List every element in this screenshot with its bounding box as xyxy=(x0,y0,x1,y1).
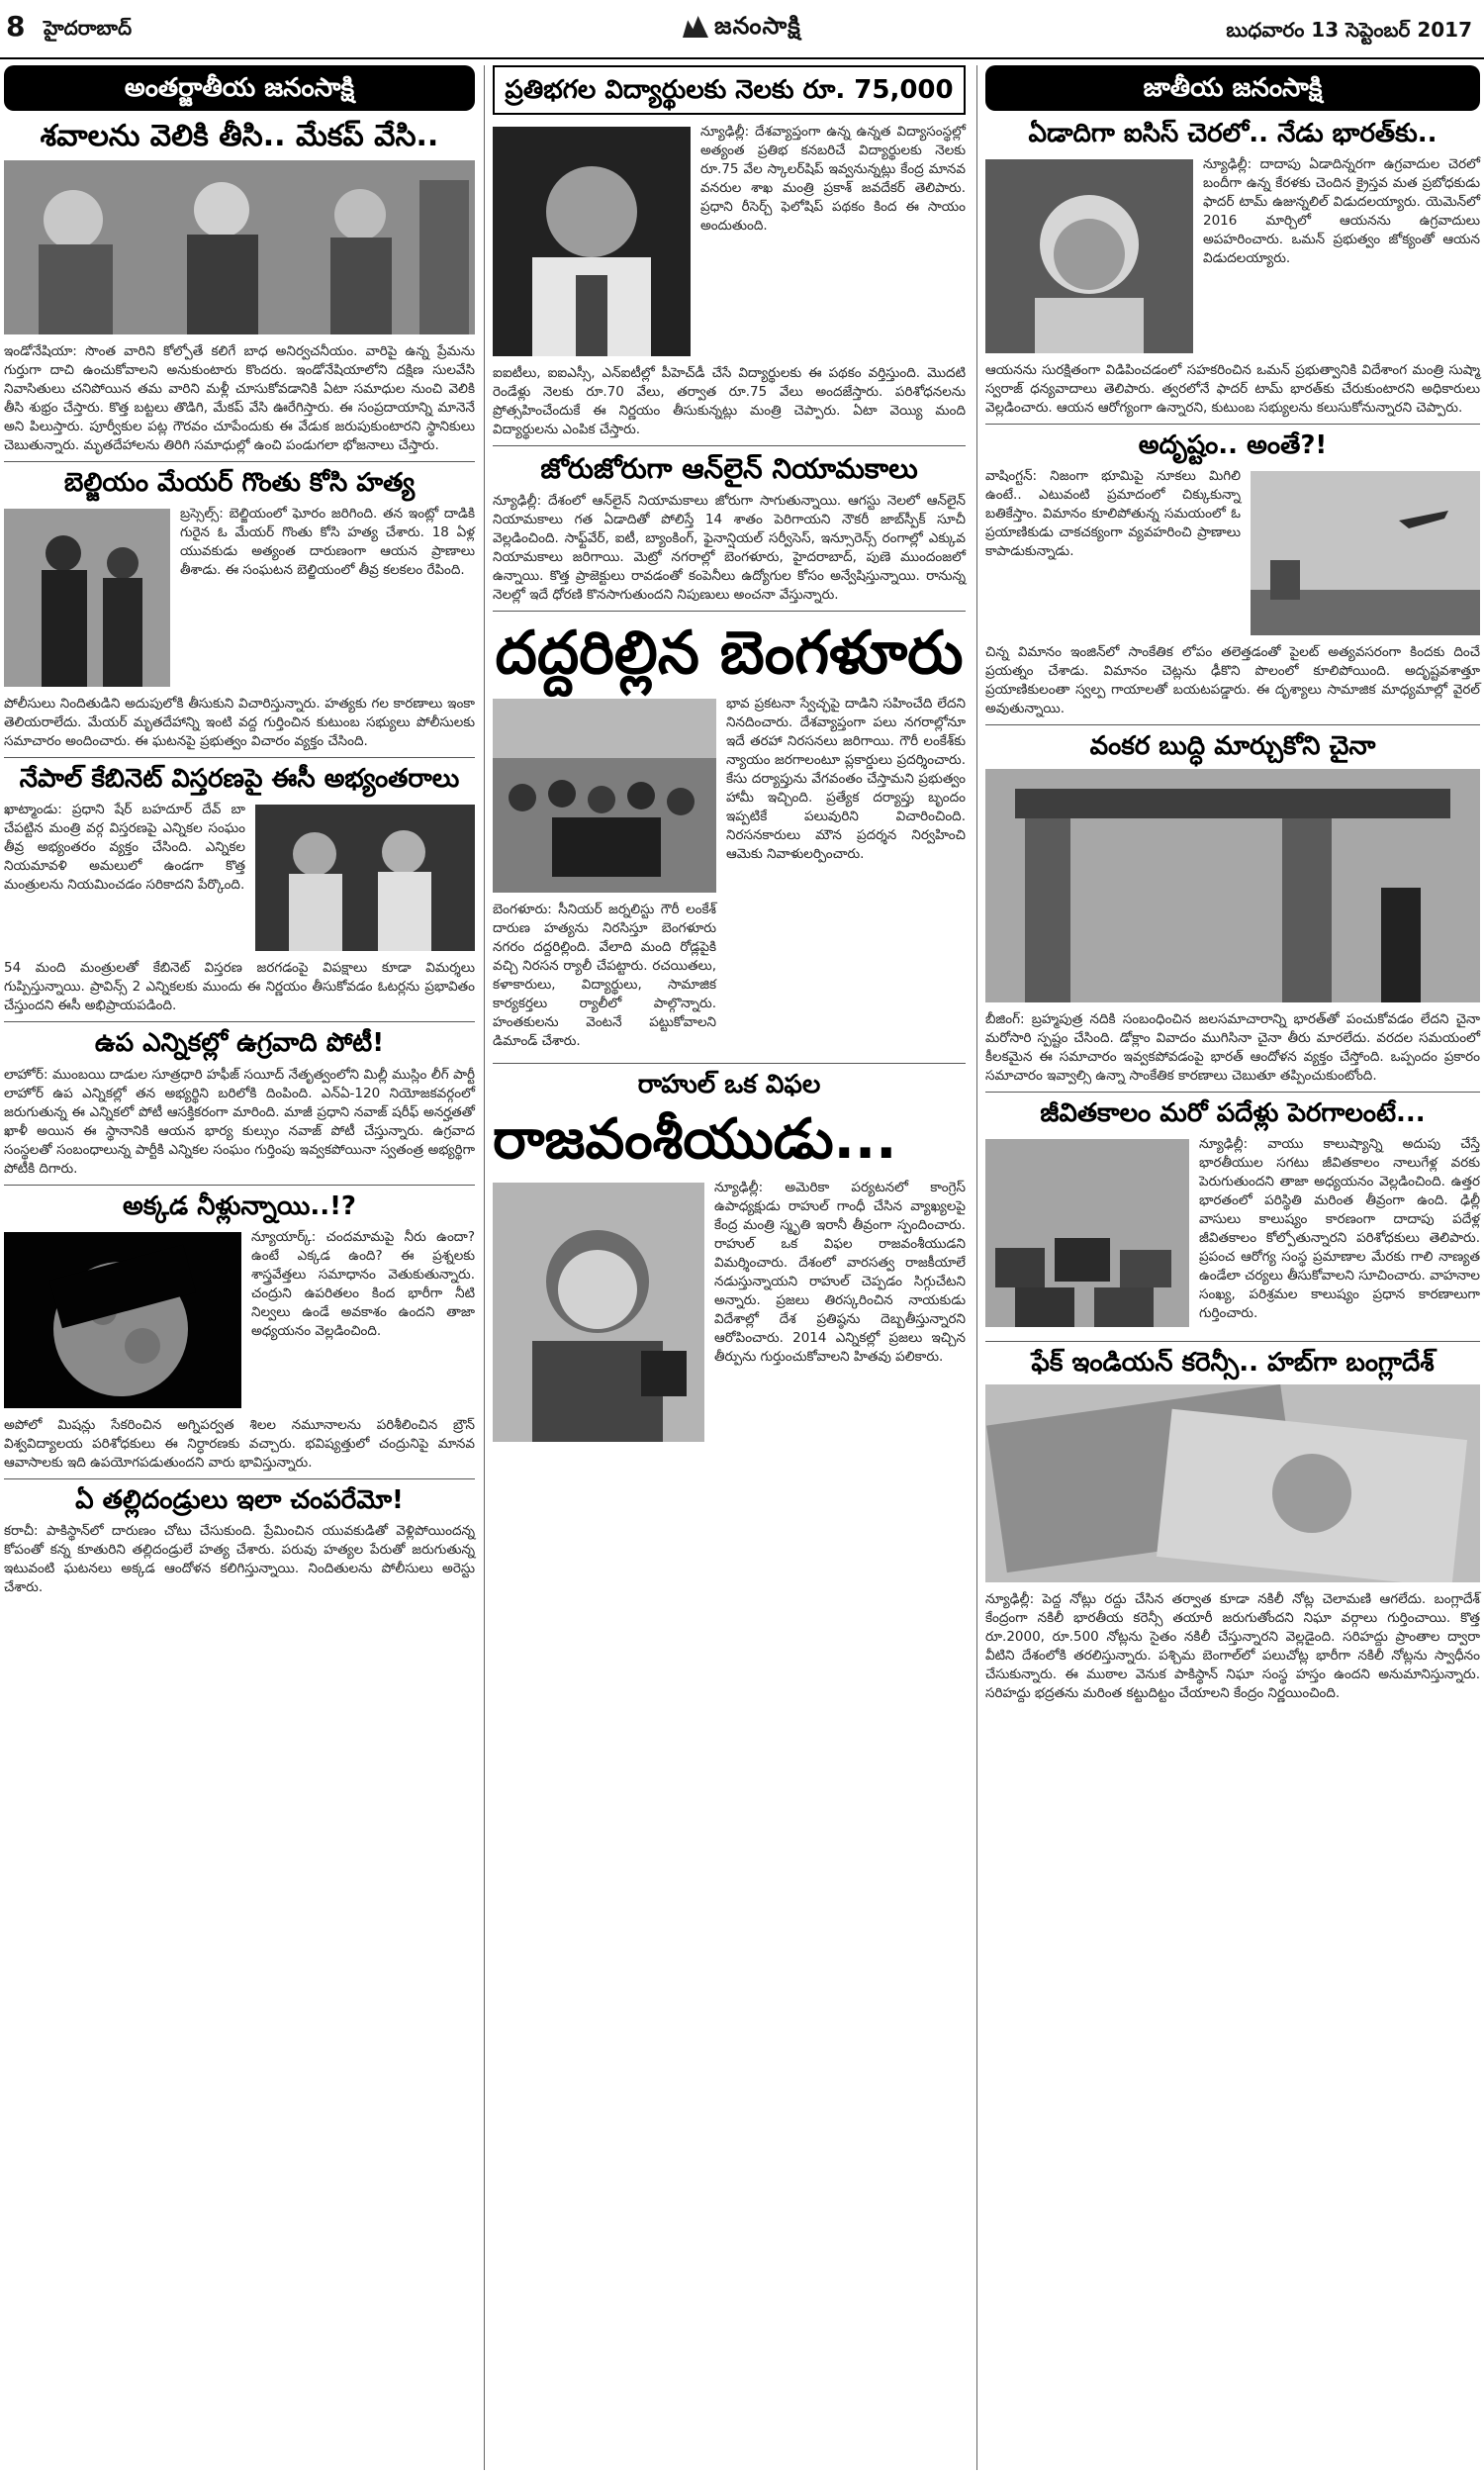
headline-scholarship: ప్రతిభగల విద్యార్థులకు నెలకు రూ. 75,000 xyxy=(493,65,966,115)
divider xyxy=(4,757,475,758)
headline-plane-luck: అదృష్టం.. అంతే?! xyxy=(1138,430,1328,461)
headline-pakistan-byelection: ఉప ఎన్నికల్లో ఉగ్రవాది పోటీ! xyxy=(94,1028,385,1059)
kicker-rahul: రాహుల్ ఒక విఫల xyxy=(637,1069,821,1099)
body-pakistan-byelection: లాహోర్: ముంబయి దాడుల సూత్రధారి హఫీజ్ సయీద్ నేతృత్వంలోని మిల్లీ ముస్లిం లీగ్ పార్టీ లాహోర్ ఉప ఎన్నికల్లో తన అభ్యర్థిని బరిలోకి దింపింది. ఎన్‌ఏ-120 నియోజకవర్గంలో జరుగుతున్న ఈ ఎన్నికలో పోటీ ఆసక్తికరంగా మారింది. మాజీ ప్రధాని నవాజ్ షరీఫ్ అనర్హతతో ఖాళీ అయిన ఈ స్థానానికి ఆయన భార్య కుల్సుం నవాజ్ పోటీ చేస్తున్నారు. ఉగ్రవాద సంస్థలతో సంబంధాలున్న పార్టీకి ఎన్నికల సంఘం గుర్తింపు ఇవ్వకపోయినా స్వతంత్ర అభ్యర్థిగా పోటీకి దిగారు. xyxy=(4,1066,475,1177)
photo-belgium-police xyxy=(4,509,170,687)
headline-pakistan-honour-killing: ఏ తల్లిదండ్రులు ఇలా చంపరేమో! xyxy=(75,1484,404,1515)
issue-date: బుధవారం 13 సెప్టెంబర్ 2017 xyxy=(1226,18,1472,42)
photo-china-gate xyxy=(985,769,1480,1002)
photo-moon xyxy=(4,1232,241,1408)
body-pakistan-honour-killing: కరాచీ: పాకిస్థాన్‌లో దారుణం చోటు చేసుకుంది. ప్రేమించిన యువకుడితో వెళ్లిపోయిందన్న కోపంతో కన్న కూతురిని తల్లిదండ్రులే హత్య చేశారు. పరువు హత్యల పేరుతో జరుగుతున్న ఇటువంటి ఘటనలు అక్కడ ఆందోళన కలిగిస్తున్నాయి. నిందితులను పోలీసులు అరెస్టు చేశారు. xyxy=(4,1522,475,1595)
body-china: బీజింగ్: బ్రహ్మపుత్ర నదికి సంబంధించిన జలసమాచారాన్ని భారత్‌తో పంచుకోవడం లేదని చైనా మరోసారి స్పష్టం చేసింది. డోక్లాం వివాదం ముగిసినా చైనా తీరు మారలేదు. వరదల సమయంలో కీలకమైన ఈ సమాచారం ఇవ్వకపోవడంపై భారత్ ఆందోళన వ్యక్తం చేస్తోంది. ఒప్పందం ప్రకారం సమాచారం ఇవ్వాల్సి ఉన్నా సాంకేతిక కారణాలు చెబుతూ తప్పించుకుంటోంది. xyxy=(985,1010,1480,1084)
divider xyxy=(4,1185,475,1186)
photo-father-tom xyxy=(985,159,1193,353)
divider xyxy=(985,424,1480,425)
column-international xyxy=(4,65,475,1603)
section-band-national: జాతీయ జనంసాక్షి xyxy=(985,65,1480,111)
divider xyxy=(985,724,1480,725)
edition-city: హైదరాబాద్ xyxy=(44,16,133,40)
body-belgium-a: బ్రస్సెల్స్: బెల్జియంలో ఘోరం జరిగింది. తన ఇంట్లో దాడికి గురైన ఓ మేయర్ గొంతు కోసి హత్య చేశారు. 18 ఏళ్ల యువకుడు అత్యంత దారుణంగా ఆయన ప్రాణాలు తీశాడు. ఈ సంఘటన బెల్జియంలో తీవ్ర కలకలం రేపింది. xyxy=(180,506,475,579)
photo-indonesia-ritual xyxy=(4,160,475,334)
paper-logo-icon xyxy=(683,16,708,38)
divider xyxy=(4,1478,475,1479)
headline-fake-currency: ఫేక్ ఇండియన్ కరెన్సీ.. హబ్‌గా బంగ్లాదేశ్ xyxy=(1031,1347,1435,1378)
headline-rahul: రాజవంశీయుడు... xyxy=(493,1106,897,1172)
divider xyxy=(493,445,966,446)
masthead xyxy=(0,0,1484,59)
paper-name xyxy=(683,12,801,46)
bengaluru-left-block xyxy=(493,695,716,1057)
headline-bengaluru-protest: దద్దరిల్లిన బెంగళూరు xyxy=(495,618,964,688)
body-life-expectancy: న్యూఢిల్లీ: వాయు కాలుష్యాన్ని అదుపు చేస్తే భారతీయుల సగటు జీవితకాలం నాలుగేళ్ల వరకు పెరుగుతుందని తాజా అధ్యయనం వెల్లడించింది. ఉత్తర భారతంలో పరిస్థితి మరింత తీవ్రంగా ఉంది. ఢిల్లీ వాసులు కాలుష్యం కారణంగా దాదాపు పదేళ్ల జీవితకాలం కోల్పోతున్నారని పరిశోధకులు తెలిపారు. ప్రపంచ ఆరోగ్య సంస్థ ప్రమాణాల మేరకు గాలి నాణ్యత ఉండేలా చర్యలు తీసుకోవాలని సూచించారు. వాహనాల సంఖ్య, పరిశ్రమల కాలుష్యం ప్రధాన కారణాలుగా గుర్తించారు. xyxy=(1199,1135,1480,1321)
body-nepal-a: ఖాట్మాండు: ప్రధాని షేర్ బహదూర్ దేవ్ బా చేపట్టిన మంత్రి వర్గ విస్తరణపై ఎన్నికల సంఘం తీవ్ర అభ్యంతరం వ్యక్తం చేసింది. ఎన్నికల నియమావళి అమలులో ఉండగా కొత్త మంత్రులను నియమించడం సరికాదని పేర్కొంది. xyxy=(4,802,245,894)
body-bengaluru-b: భావ ప్రకటనా స్వేచ్ఛపై దాడిని సహించేది లేదని నినదించారు. దేశవ్యాప్తంగా పలు నగరాల్లోనూ ఇదే తరహా నిరసనలు జరిగాయి. గౌరీ లంకేశ్‌కు న్యాయం జరగాలంటూ ప్లకార్డులు ప్రదర్శించారు. కేసు దర్యాప్తును వేగవంతం చేస్తామని ప్రభుత్వం హామీ ఇచ్చింది. ప్రత్యేక దర్యాప్తు బృందం ఇప్పటికే పలువురిని విచారించింది. నిరసనకారులు మౌన ప్రదర్శన నిర్వహించి ఆమెకు నివాళులర్పించారు. xyxy=(726,695,966,862)
divider xyxy=(4,1021,475,1022)
photo-plane-crash xyxy=(1251,471,1480,635)
photo-nepal-ministers xyxy=(255,805,475,951)
column-national xyxy=(985,65,1480,1709)
divider xyxy=(985,1341,1480,1342)
body-moon-b: అపోలో మిషన్లు సేకరించిన అగ్నిపర్వత శిలల నమూనాలను పరిశీలించిన బ్రౌన్ విశ్వవిద్యాలయ పరిశోధకులు ఈ నిర్ధారణకు వచ్చారు. భవిష్యత్తులో చంద్రునిపై మానవ ఆవాసాలకు ఇది ఉపయోగపడుతుందని వారు భావిస్తున్నారు. xyxy=(4,1416,475,1471)
body-scholarship-b: ఐఐటీలు, ఐఐఎస్సీ, ఎన్‌ఐటీల్లో పీహెచ్‌డీ చేసే విద్యార్థులకు ఈ పథకం వర్తిస్తుంది. మొదటి రెండేళ్లు నెలకు రూ.70 వేలు, తర్వాత రూ.75 వేలు అందజేస్తారు. పరిశోధనలను ప్రోత్సహించేందుకే ఈ నిర్ణయం తీసుకున్నట్లు మంత్రి చెప్పారు. ఏటా వెయ్యి మంది విద్యార్థులను ఎంపిక చేస్తారు. xyxy=(493,365,966,437)
headline-moon-water: అక్కడ నీళ్లున్నాయి..!? xyxy=(122,1190,357,1221)
photo-minister-javadekar xyxy=(493,127,691,356)
headline-china-river: వంకర బుద్ధి మార్చుకోని చైనా xyxy=(1089,731,1376,762)
photo-currency-notes xyxy=(985,1384,1480,1582)
divider xyxy=(493,1063,966,1064)
photo-bengaluru-rally xyxy=(493,699,716,893)
body-belgium-b: పోలీసులు నిందితుడిని అదుపులోకి తీసుకుని విచారిస్తున్నారు. హత్యకు గల కారణాలు ఇంకా తెలియరాలేదు. మేయర్ మృతదేహాన్ని ఇంటి వద్ద గుర్తించిన కుటుంబ సభ్యులు పోలీసులకు సమాచారం అందించారు. ఈ ఘటనపై ప్రభుత్వం విచారం వ్యక్తం చేసింది. xyxy=(4,696,475,750)
photo-traffic-pollution xyxy=(985,1139,1189,1327)
headline-life-expectancy: జీవితకాలం మరో పదేళ్లు పెరగాలంటే... xyxy=(1040,1097,1426,1128)
body-moon-a: న్యూయార్క్: చందమామపై నీరు ఉందా? ఉంటే ఎక్కడ ఉంది? ఈ ప్రశ్నలకు శాస్త్రవేత్తలు సమాధానం వెతుకుతున్నారు. చంద్రుని ఉపరితలం కింద భారీగా నీటి నిల్వలు ఉండే అవకాశం ఉందని తాజా అధ్యయనం వెల్లడించింది. xyxy=(251,1228,475,1339)
headline-belgium-mayor: బెల్జియం మేయర్ గొంతు కోసి హత్య xyxy=(63,468,416,498)
body-scholarship-a: న్యూఢిల్లీ: దేశవ్యాప్తంగా ఉన్న ఉన్నత విద్యాసంస్థల్లో అత్యంత ప్రతిభ కనబరిచే విద్యార్థులకు నెలకు రూ.75 వేల స్కాలర్‌షిప్ ఇవ్వనున్నట్లు కేంద్ర మానవ వనరుల శాఖ మంత్రి ప్రకాశ్ జవదేకర్ తెలిపారు. ప్రధాని రీసెర్చ్ ఫెలోషిప్ పథకం కింద ఈ సాయం అందుతుంది. xyxy=(700,124,966,234)
divider xyxy=(4,461,475,462)
paper-name-text: జనంసాక్షి xyxy=(714,12,801,40)
headline-nepal-cabinet: నేపాల్ కేబినెట్ విస్తరణపై ఈసీ అభ్యంతరాలు xyxy=(19,764,460,795)
headline-online-recruitment: జోరుజోరుగా ఆన్‌లైన్ నియామకాలు xyxy=(540,452,918,485)
body-indonesia: ఇండోనేషియా: సొంత వారిని కోల్పోతే కలిగే బాధ అనిర్వచనీయం. వారిపై ఉన్న ప్రేమను గుర్తుగా దాచి ఉంచుకోవాలని అనుకుంటారు కొందరు. ఇండోనేషియాలోని దక్షిణ సులవేసి నివాసితులు చనిపోయిన తమ వారిని మళ్లీ చూసుకోవడానికి ఏటా సమాధుల నుంచి వెలికి తీసి శుభ్రం చేస్తారు. కొత్త బట్టలు తొడిగి, మేకప్ వేసి ఊరేగిస్తారు. ఈ సంప్రదాయాన్ని మానెనే అని పిలుస్తారు. పూర్వీకుల పట్ల గౌరవం చూపేందుకు ఈ వేడుక జరుపుకుంటారని స్థానికులు చెబుతున్నారు. మృతదేహాలను తిరిగి సమాధుల్లో ఉంచి పండుగలా భోజనాలు చేస్తారు. xyxy=(4,343,475,453)
column-center xyxy=(493,65,966,1450)
body-nepal-b: 54 మంది మంత్రులతో కేబినెట్ విస్తరణ జరగడంపై విపక్షాలు కూడా విమర్శలు గుప్పిస్తున్నాయి. ప్రావిన్స్ 2 ఎన్నికలకు ముందు ఈ నిర్ణయం తీసుకోవడం ఓటర్లను ప్రభావితం చేస్తుందని ఈసీ అభిప్రాయపడింది. xyxy=(4,960,475,1014)
body-online-recruitment: న్యూఢిల్లీ: దేశంలో ఆన్‌లైన్ నియామకాలు జోరుగా సాగుతున్నాయి. ఆగస్టు నెలలో ఆన్‌లైన్ నియామకాలు గత ఏడాదితో పోలిస్తే 14 శాతం పెరిగాయని నౌకరీ జాబ్‌స్పీక్ సూచీ వెల్లడించింది. సాఫ్ట్‌వేర్, ఐటీ, బ్యాంకింగ్, ఫైనాన్షియల్ సర్వీసెస్, ఇన్సూరెన్స్ రంగాల్లో ఎక్కువ నియామకాలు జరిగాయి. మెట్రో నగరాల్లో బెంగళూరు, హైదరాబాద్, పుణె ముందంజలో ఉన్నాయి. కొత్త ప్రాజెక్టులు రావడంతో కంపెనీలు ఉద్యోగుల కోసం అన్వేషిస్తున్నాయి. రానున్న నెలల్లో ఇదే ధోరణి కొనసాగుతుందని నిపుణులు అంచనా వేస్తున్నారు. xyxy=(493,492,966,603)
body-isis-b: ఆయనను సురక్షితంగా విడిపించడంలో సహకరించిన ఒమన్ ప్రభుత్వానికి విదేశాంగ మంత్రి సుష్మా స్వరాజ్ ధన్యవాదాలు తెలిపారు. త్వరలోనే ఫాదర్ టామ్ భారత్‌కు చేరుకుంటారని అధికారులు వెల్లడించారు. ఆయన ఆరోగ్యంగా ఉన్నారని, కుటుంబ సభ్యులను కలుసుకోనున్నారని చెప్పారు. xyxy=(985,362,1480,417)
section-band-international: అంతర్జాతీయ జనంసాక్షి xyxy=(4,65,475,111)
body-rahul: న్యూఢిల్లీ: అమెరికా పర్యటనలో కాంగ్రెస్ ఉపాధ్యక్షుడు రాహుల్ గాంధీ చేసిన వ్యాఖ్యలపై కేంద్ర మంత్రి స్మృతి ఇరానీ తీవ్రంగా స్పందించారు. రాహుల్ ఒక విఫల రాజవంశీయుడని విమర్శించారు. దేశంలో వారసత్వ రాజకీయాలే నడుస్తున్నాయని రాహుల్ చెప్పడం సిగ్గుచేటని అన్నారు. ప్రజలు తిరస్కరించిన నాయకుడు విదేశాల్లో దేశ ప్రతిష్ఠను దెబ్బతీస్తున్నారని ఆరోపించారు. 2014 ఎన్నికల్లో ప్రజలు ఇచ్చిన తీర్పును గుర్తుంచుకోవాలని హితవు పలికారు. xyxy=(714,1179,966,1365)
headline-indonesia: శవాలను వెలికి తీసి.. మేకప్ వేసి.. xyxy=(40,119,439,153)
photo-smriti-irani xyxy=(493,1183,704,1442)
body-fake-currency: న్యూఢిల్లీ: పెద్ద నోట్లు రద్దు చేసిన తర్వాత కూడా నకిలీ నోట్ల చెలామణి ఆగలేదు. బంగ్లాదేశ్ కేంద్రంగా నకిలీ భారతీయ కరెన్సీ తయారీ జరుగుతోందని నిఘా వర్గాలు గుర్తించాయి. కొత్త రూ.2000, రూ.500 నోట్లను సైతం నకిలీ చేస్తున్నారని వెల్లడైంది. సరిహద్దు ప్రాంతాల ద్వారా వీటిని దేశంలోకి తరలిస్తున్నారు. పశ్చిమ బెంగాల్‌లో పలుచోట్ల భారీగా నకిలీ నోట్లను స్వాధీనం చేసుకున్నారు. ఈ ముఠాల వెనుక పాకిస్థాన్ నిఘా సంస్థ హస్తం ఉందని అనుమానిస్తున్నారు. సరిహద్దు భద్రతను మరింత కట్టుదిట్టం చేయాలని కేంద్రం నిర్ణయించింది. xyxy=(985,1590,1480,1701)
column-divider xyxy=(976,65,977,2470)
divider xyxy=(985,1092,1480,1093)
body-isis-a: న్యూఢిల్లీ: దాదాపు ఏడాదిన్నరగా ఉగ్రవాదుల చెరలో బందీగా ఉన్న కేరళకు చెందిన క్రైస్తవ మత ప్రబోధకుడు ఫాదర్ టామ్ ఉజున్నలిల్ విడుదలయ్యారు. యెమెన్‌లో 2016 మార్చిలో ఆయనను ఉగ్రవాదులు అపహరించారు. ఒమన్ ప్రభుత్వం జోక్యంతో ఆయన విడుదలయ్యారు. xyxy=(1203,156,1480,267)
column-divider xyxy=(484,65,485,2470)
page-number: 8 xyxy=(6,10,26,43)
body-bengaluru-a: బెంగళూరు: సీనియర్ జర్నలిస్టు గౌరీ లంకేశ్ దారుణ హత్యను నిరసిస్తూ బెంగళూరు నగరం దద్దరిల్లింది. వేలాది మంది రోడ్లపైకి వచ్చి నిరసన ర్యాలీ చేపట్టారు. రచయితలు, కళాకారులు, విద్యార్థులు, సామాజిక కార్యకర్తలు ర్యాలీలో పాల్గొన్నారు. హంతకులను వెంటనే పట్టుకోవాలని డిమాండ్ చేశారు. xyxy=(493,901,716,1049)
body-plane-a: వాషింగ్టన్: నిజంగా భూమిపై నూకలు మిగిలి ఉంటే.. ఎటువంటి ప్రమాదంలో చిక్కుకున్నా బతికేస్తాం. విమానం కూలిపోతున్న సమయంలో ఓ ప్రయాణికుడు చాకచక్యంగా వ్యవహరించి ప్రాణాలు కాపాడుకున్నాడు. xyxy=(985,468,1241,560)
headline-isis-captive: ఏడాదిగా ఐసిస్ చెరలో.. నేడు భారత్‌కు.. xyxy=(1028,119,1438,148)
divider xyxy=(493,611,966,612)
body-plane-b: చిన్న విమానం ఇంజిన్‌లో సాంకేతిక లోపం తలెత్తడంతో పైలట్ అత్యవసరంగా కిందకు దించే ప్రయత్నం చేశాడు. విమానం చెట్లను ఢీకొని పొలంలో కూలిపోయింది. అదృష్టవశాత్తూ ప్రయాణికులంతా స్వల్ప గాయాలతో బయటపడ్డారు. ఈ దృశ్యాలు సామాజిక మాధ్యమాల్లో వైరల్ అవుతున్నాయి. xyxy=(985,644,1480,717)
